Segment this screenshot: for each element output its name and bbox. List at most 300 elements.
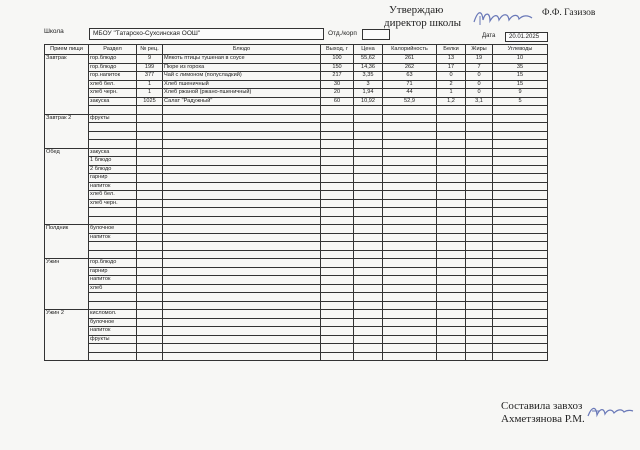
- cell-section: фрукты: [89, 114, 137, 123]
- cell-dish: [163, 259, 321, 268]
- cell-dish: [163, 276, 321, 285]
- cell-weight: [321, 344, 354, 353]
- cell-weight: [321, 140, 354, 149]
- cell-weight: [321, 199, 354, 208]
- cell-carbs: [493, 208, 548, 217]
- cell-fat: 19: [466, 55, 493, 64]
- cell-fat: [466, 310, 493, 319]
- cell-weight: [321, 148, 354, 157]
- table-row: [45, 72, 548, 81]
- cell-carbs: [493, 216, 548, 225]
- menu-table: [44, 44, 548, 361]
- cell-kcal: [383, 148, 437, 157]
- cell-weight: [321, 106, 354, 115]
- cell-recipe: [137, 276, 163, 285]
- cell-price: 55,62: [354, 55, 383, 64]
- cell-fat: [466, 157, 493, 166]
- cell-dish: [163, 140, 321, 149]
- table-row: [45, 344, 548, 353]
- date-field[interactable]: 20.01.2025: [505, 32, 548, 42]
- cell-fat: [466, 123, 493, 132]
- cell-protein: [437, 284, 466, 293]
- cell-fat: [466, 131, 493, 140]
- cell-recipe: 199: [137, 63, 163, 72]
- cell-protein: 1: [437, 89, 466, 98]
- cell-fat: 0: [466, 72, 493, 81]
- cell-weight: [321, 335, 354, 344]
- table-row: [45, 199, 548, 208]
- cell-kcal: [383, 352, 437, 361]
- col-header: Прием пищи: [45, 45, 89, 55]
- cell-section: хлеб черн.: [89, 199, 137, 208]
- cell-protein: [437, 191, 466, 200]
- cell-weight: [321, 174, 354, 183]
- cell-fat: [466, 301, 493, 310]
- cell-fat: [466, 165, 493, 174]
- cell-kcal: [383, 182, 437, 191]
- cell-kcal: 44: [383, 89, 437, 98]
- col-header: Калорийность: [383, 45, 437, 55]
- table-row: [45, 225, 548, 234]
- cell-section: гор.напиток: [89, 72, 137, 81]
- cell-price: [354, 335, 383, 344]
- cell-fat: 3,1: [466, 97, 493, 106]
- cell-weight: [321, 259, 354, 268]
- cell-carbs: [493, 318, 548, 327]
- table-row: [45, 301, 548, 310]
- col-header: Жиры: [466, 45, 493, 55]
- cell-section: [89, 208, 137, 217]
- cell-weight: [321, 233, 354, 242]
- cell-kcal: [383, 114, 437, 123]
- cell-carbs: [493, 140, 548, 149]
- table-row: [45, 106, 548, 115]
- cell-recipe: [137, 216, 163, 225]
- cell-fat: [466, 114, 493, 123]
- cell-protein: [437, 225, 466, 234]
- cell-fat: [466, 174, 493, 183]
- cell-recipe: [137, 106, 163, 115]
- cell-protein: [437, 131, 466, 140]
- cell-dish: [163, 199, 321, 208]
- cell-carbs: [493, 284, 548, 293]
- cell-recipe: [137, 284, 163, 293]
- cell-kcal: 262: [383, 63, 437, 72]
- cell-recipe: [137, 335, 163, 344]
- cell-recipe: [137, 225, 163, 234]
- cell-kcal: [383, 301, 437, 310]
- cell-recipe: 1025: [137, 97, 163, 106]
- cell-kcal: [383, 335, 437, 344]
- cell-section: [89, 352, 137, 361]
- cell-fat: [466, 250, 493, 259]
- cell-price: [354, 344, 383, 353]
- table-row: [45, 174, 548, 183]
- cell-kcal: [383, 242, 437, 251]
- cell-dish: Чай с лимоном (полусладкий): [163, 72, 321, 81]
- cell-carbs: [493, 327, 548, 336]
- cell-section: [89, 140, 137, 149]
- table-row: [45, 216, 548, 225]
- cell-protein: 0: [437, 72, 466, 81]
- cell-section: [89, 242, 137, 251]
- cell-dish: Мякоть птицы тушеная в соусе: [163, 55, 321, 64]
- cell-price: [354, 216, 383, 225]
- cell-price: [354, 276, 383, 285]
- cell-kcal: [383, 140, 437, 149]
- cell-kcal: [383, 284, 437, 293]
- cell-price: [354, 174, 383, 183]
- cell-carbs: [493, 191, 548, 200]
- cell-fat: [466, 327, 493, 336]
- meal-name: Завтрак: [45, 55, 89, 115]
- cell-protein: [437, 165, 466, 174]
- cell-section: [89, 293, 137, 302]
- cell-fat: [466, 182, 493, 191]
- table-row: [45, 114, 548, 123]
- cell-weight: 60: [321, 97, 354, 106]
- cell-kcal: [383, 225, 437, 234]
- table-row: [45, 259, 548, 268]
- cell-carbs: [493, 310, 548, 319]
- cell-carbs: [493, 259, 548, 268]
- table-row: [45, 63, 548, 72]
- cell-weight: [321, 191, 354, 200]
- cell-weight: [321, 225, 354, 234]
- cell-kcal: [383, 208, 437, 217]
- table-row: [45, 191, 548, 200]
- cell-section: хлеб бел.: [89, 191, 137, 200]
- cell-recipe: [137, 148, 163, 157]
- school-field[interactable]: МБОУ "Татарско-Сухсинская ООШ": [89, 28, 324, 40]
- cell-dish: [163, 174, 321, 183]
- cell-carbs: [493, 225, 548, 234]
- cell-fat: [466, 259, 493, 268]
- cell-price: [354, 293, 383, 302]
- cell-section: 1 блюдо: [89, 157, 137, 166]
- cell-weight: [321, 165, 354, 174]
- cell-recipe: [137, 293, 163, 302]
- cell-weight: [321, 131, 354, 140]
- cell-section: гарнир: [89, 174, 137, 183]
- cell-carbs: [493, 233, 548, 242]
- cell-price: [354, 131, 383, 140]
- col-header: Выход, г: [321, 45, 354, 55]
- cell-section: гор.блюдо: [89, 259, 137, 268]
- cell-kcal: [383, 344, 437, 353]
- compiler-signature-icon: [584, 402, 636, 422]
- table-row: [45, 293, 548, 302]
- cell-carbs: [493, 242, 548, 251]
- cell-carbs: [493, 165, 548, 174]
- cell-carbs: [493, 352, 548, 361]
- table-row: [45, 310, 548, 319]
- department-field[interactable]: [362, 29, 390, 40]
- cell-section: булочное: [89, 225, 137, 234]
- cell-weight: 150: [321, 63, 354, 72]
- cell-price: [354, 242, 383, 251]
- cell-recipe: [137, 165, 163, 174]
- cell-weight: [321, 284, 354, 293]
- cell-weight: [321, 310, 354, 319]
- cell-price: [354, 165, 383, 174]
- cell-recipe: [137, 250, 163, 259]
- cell-dish: [163, 301, 321, 310]
- table-row: [45, 97, 548, 106]
- cell-section: фрукты: [89, 335, 137, 344]
- cell-weight: [321, 276, 354, 285]
- cell-fat: [466, 148, 493, 157]
- cell-carbs: 35: [493, 63, 548, 72]
- cell-carbs: [493, 148, 548, 157]
- cell-section: гарнир: [89, 267, 137, 276]
- col-header: Раздел: [89, 45, 137, 55]
- col-header: Белки: [437, 45, 466, 55]
- cell-weight: [321, 182, 354, 191]
- table-row: [45, 80, 548, 89]
- cell-price: [354, 233, 383, 242]
- cell-protein: [437, 140, 466, 149]
- table-row: [45, 89, 548, 98]
- cell-price: [354, 352, 383, 361]
- cell-section: гор.блюдо: [89, 63, 137, 72]
- cell-weight: [321, 114, 354, 123]
- cell-price: [354, 310, 383, 319]
- cell-section: 2 блюдо: [89, 165, 137, 174]
- cell-weight: [321, 301, 354, 310]
- cell-price: [354, 199, 383, 208]
- cell-weight: [321, 267, 354, 276]
- cell-carbs: 5: [493, 97, 548, 106]
- cell-protein: [437, 250, 466, 259]
- cell-recipe: [137, 352, 163, 361]
- cell-price: [354, 327, 383, 336]
- cell-recipe: [137, 344, 163, 353]
- table-row: [45, 284, 548, 293]
- cell-fat: [466, 216, 493, 225]
- cell-protein: [437, 259, 466, 268]
- cell-section: [89, 250, 137, 259]
- cell-weight: [321, 250, 354, 259]
- cell-carbs: 15: [493, 80, 548, 89]
- cell-price: 3,35: [354, 72, 383, 81]
- approve-line2: директор школы: [384, 17, 461, 29]
- cell-fat: [466, 233, 493, 242]
- cell-kcal: 261: [383, 55, 437, 64]
- cell-protein: [437, 293, 466, 302]
- director-signature-icon: [468, 6, 538, 28]
- cell-weight: 30: [321, 80, 354, 89]
- cell-kcal: [383, 165, 437, 174]
- cell-dish: Хлеб пшеничный: [163, 80, 321, 89]
- cell-section: [89, 131, 137, 140]
- date-label: Дата: [482, 33, 496, 39]
- cell-price: 10,92: [354, 97, 383, 106]
- cell-dish: [163, 310, 321, 319]
- cell-protein: [437, 182, 466, 191]
- cell-kcal: [383, 318, 437, 327]
- cell-kcal: [383, 123, 437, 132]
- cell-dish: [163, 106, 321, 115]
- cell-recipe: [137, 310, 163, 319]
- table-row: [45, 327, 548, 336]
- cell-section: напиток: [89, 276, 137, 285]
- meal-name: Обед: [45, 148, 89, 225]
- table-row: [45, 148, 548, 157]
- cell-section: [89, 344, 137, 353]
- cell-protein: [437, 301, 466, 310]
- cell-carbs: [493, 335, 548, 344]
- cell-protein: [437, 242, 466, 251]
- cell-protein: [437, 157, 466, 166]
- cell-recipe: [137, 233, 163, 242]
- cell-protein: [437, 148, 466, 157]
- cell-fat: [466, 140, 493, 149]
- cell-carbs: [493, 106, 548, 115]
- cell-price: [354, 123, 383, 132]
- table-row: [45, 233, 548, 242]
- cell-price: [354, 267, 383, 276]
- meal-name: Завтрак 2: [45, 114, 89, 148]
- approve-line1: Утверждаю: [389, 4, 444, 16]
- cell-carbs: [493, 301, 548, 310]
- cell-fat: [466, 208, 493, 217]
- cell-carbs: [493, 157, 548, 166]
- cell-fat: [466, 106, 493, 115]
- table-row: [45, 182, 548, 191]
- cell-recipe: 1: [137, 80, 163, 89]
- table-row: [45, 335, 548, 344]
- table-row: [45, 131, 548, 140]
- table-row: [45, 267, 548, 276]
- cell-protein: 17: [437, 63, 466, 72]
- cell-protein: [437, 344, 466, 353]
- cell-section: [89, 301, 137, 310]
- table-row: [45, 157, 548, 166]
- cell-kcal: [383, 157, 437, 166]
- cell-section: напиток: [89, 327, 137, 336]
- cell-dish: [163, 267, 321, 276]
- cell-section: хлеб бел.: [89, 80, 137, 89]
- cell-price: [354, 284, 383, 293]
- cell-carbs: [493, 123, 548, 132]
- cell-carbs: [493, 199, 548, 208]
- cell-carbs: 9: [493, 89, 548, 98]
- table-row: [45, 123, 548, 132]
- cell-fat: [466, 318, 493, 327]
- table-row: [45, 165, 548, 174]
- compiler-name: Ахметзянова Р.М.: [501, 413, 585, 425]
- cell-recipe: [137, 327, 163, 336]
- cell-price: [354, 208, 383, 217]
- school-label: Школа: [44, 28, 64, 35]
- cell-kcal: [383, 199, 437, 208]
- cell-section: напиток: [89, 182, 137, 191]
- cell-dish: [163, 114, 321, 123]
- cell-protein: [437, 106, 466, 115]
- cell-recipe: [137, 267, 163, 276]
- cell-carbs: [493, 174, 548, 183]
- cell-dish: [163, 148, 321, 157]
- cell-section: напиток: [89, 233, 137, 242]
- cell-protein: 13: [437, 55, 466, 64]
- cell-recipe: [137, 182, 163, 191]
- cell-kcal: 63: [383, 72, 437, 81]
- cell-kcal: [383, 310, 437, 319]
- cell-weight: [321, 208, 354, 217]
- cell-recipe: [137, 114, 163, 123]
- cell-dish: [163, 250, 321, 259]
- cell-protein: 1,2: [437, 97, 466, 106]
- cell-kcal: [383, 233, 437, 242]
- cell-weight: [321, 157, 354, 166]
- table-row: [45, 352, 548, 361]
- cell-dish: [163, 182, 321, 191]
- cell-carbs: [493, 267, 548, 276]
- meal-name: Ужин: [45, 259, 89, 310]
- table-row: [45, 250, 548, 259]
- cell-weight: [321, 242, 354, 251]
- cell-price: 3: [354, 80, 383, 89]
- cell-kcal: [383, 174, 437, 183]
- cell-weight: [321, 293, 354, 302]
- cell-fat: [466, 242, 493, 251]
- table-row: [45, 276, 548, 285]
- cell-weight: [321, 327, 354, 336]
- cell-recipe: [137, 301, 163, 310]
- cell-fat: [466, 293, 493, 302]
- meal-name: Полдник: [45, 225, 89, 259]
- cell-section: [89, 216, 137, 225]
- cell-dish: [163, 131, 321, 140]
- cell-protein: [437, 199, 466, 208]
- cell-section: [89, 106, 137, 115]
- cell-fat: [466, 191, 493, 200]
- cell-recipe: [137, 174, 163, 183]
- cell-protein: 2: [437, 80, 466, 89]
- cell-protein: [437, 267, 466, 276]
- col-header: Блюдо: [163, 45, 321, 55]
- col-header: Цена: [354, 45, 383, 55]
- cell-fat: [466, 284, 493, 293]
- cell-section: хлеб: [89, 284, 137, 293]
- cell-section: кисломол.: [89, 310, 137, 319]
- cell-protein: [437, 174, 466, 183]
- table-row: [45, 318, 548, 327]
- cell-fat: 0: [466, 80, 493, 89]
- cell-dish: Салат "Радужный": [163, 97, 321, 106]
- table-row: [45, 208, 548, 217]
- cell-protein: [437, 352, 466, 361]
- cell-fat: [466, 276, 493, 285]
- cell-weight: 217: [321, 72, 354, 81]
- cell-carbs: [493, 250, 548, 259]
- cell-price: [354, 250, 383, 259]
- cell-carbs: [493, 131, 548, 140]
- cell-kcal: [383, 293, 437, 302]
- cell-kcal: [383, 276, 437, 285]
- compiled-label: Составила завхоз: [501, 400, 583, 412]
- cell-protein: [437, 318, 466, 327]
- cell-protein: [437, 276, 466, 285]
- cell-recipe: [137, 157, 163, 166]
- cell-kcal: [383, 327, 437, 336]
- cell-recipe: [137, 208, 163, 217]
- cell-recipe: [137, 199, 163, 208]
- cell-dish: [163, 191, 321, 200]
- cell-carbs: [493, 182, 548, 191]
- cell-weight: [321, 318, 354, 327]
